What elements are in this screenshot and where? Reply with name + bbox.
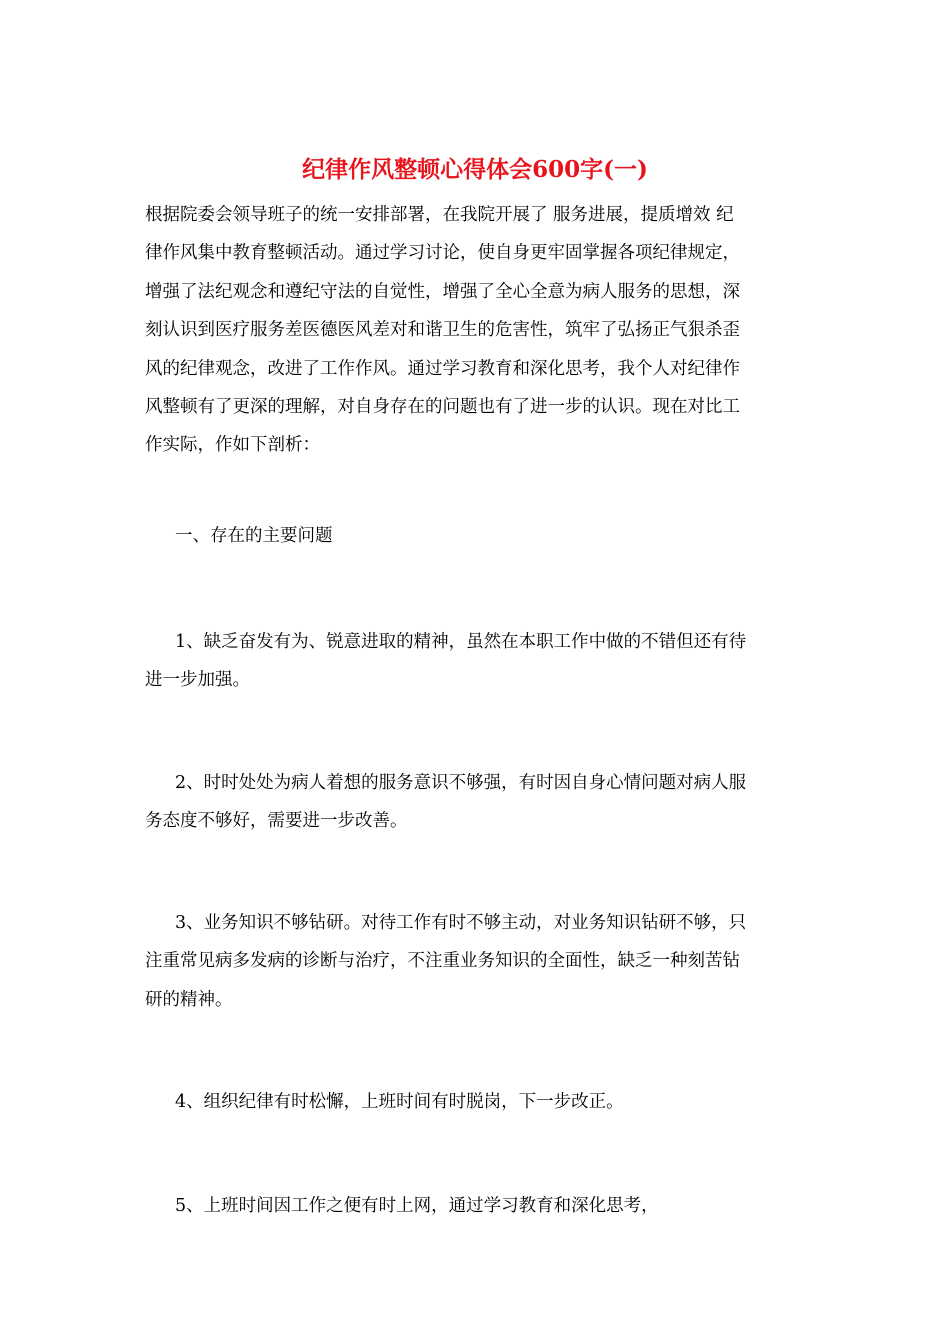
intro-line: 刻认识到医疗服务差医德医风差对和谐卫生的危害性，筑牢了弘扬正气狠杀歪 — [145, 320, 740, 341]
list-item — [145, 904, 801, 1019]
list-item-line: 进一步加强。 — [145, 670, 250, 691]
section-heading — [145, 517, 801, 555]
intro-line: 风整顿有了更深的理解，对自身存在的问题也有了进一步的认识。现在对比工 — [145, 397, 740, 418]
document-title: 纪律作风整顿心得体会600字(一) — [302, 156, 648, 183]
list-item — [145, 1083, 801, 1121]
list-item-line: 4、组织纪律有时松懈，上班时间有时脱岗，下一步改正。 — [175, 1092, 624, 1112]
intro-line: 作实际，作如下剖析： — [145, 435, 320, 456]
intro-line: 风的纪律观念，改进了工作作风。通过学习教育和深化思考，我个人对纪律作 — [145, 358, 740, 379]
list-item — [145, 623, 801, 700]
list-item-line: 3、业务知识不够钻研。对待工作有时不够主动，对业务知识钻研不够，只 — [175, 913, 747, 933]
list-item-line: 务态度不够好，需要进一步改善。 — [145, 811, 408, 832]
list-item-line: 1、缺乏奋发有为、锐意进取的精神，虽然在本职工作中做的不错但还有待 — [175, 632, 747, 652]
list-item-line: 研的精神。 — [145, 989, 233, 1010]
intro-line: 增强了法纪观念和遵纪守法的自觉性，增强了全心全意为病人服务的思想，深 — [145, 281, 740, 302]
section-heading-text: 一、存在的主要问题 — [175, 526, 333, 546]
intro-paragraph — [145, 196, 801, 465]
list-item-line: 2、时时处处为病人着想的服务意识不够强，有时因自身心情问题对病人服 — [175, 773, 747, 793]
list-item-line: 5、上班时间因工作之便有时上网，通过学习教育和深化思考， — [175, 1196, 659, 1216]
list-item — [145, 1187, 801, 1225]
list-item — [145, 764, 801, 841]
list-item-line: 注重常见病多发病的诊断与治疗，不注重业务知识的全面性，缺乏一种刻苦钻 — [145, 951, 740, 972]
intro-line: 根据院委会领导班子的统一安排部署，在我院开展了 服务进展，提质增效 纪 — [145, 205, 734, 225]
intro-line: 律作风集中教育整顿活动。通过学习讨论，使自身更牢固掌握各项纪律规定， — [145, 243, 740, 264]
